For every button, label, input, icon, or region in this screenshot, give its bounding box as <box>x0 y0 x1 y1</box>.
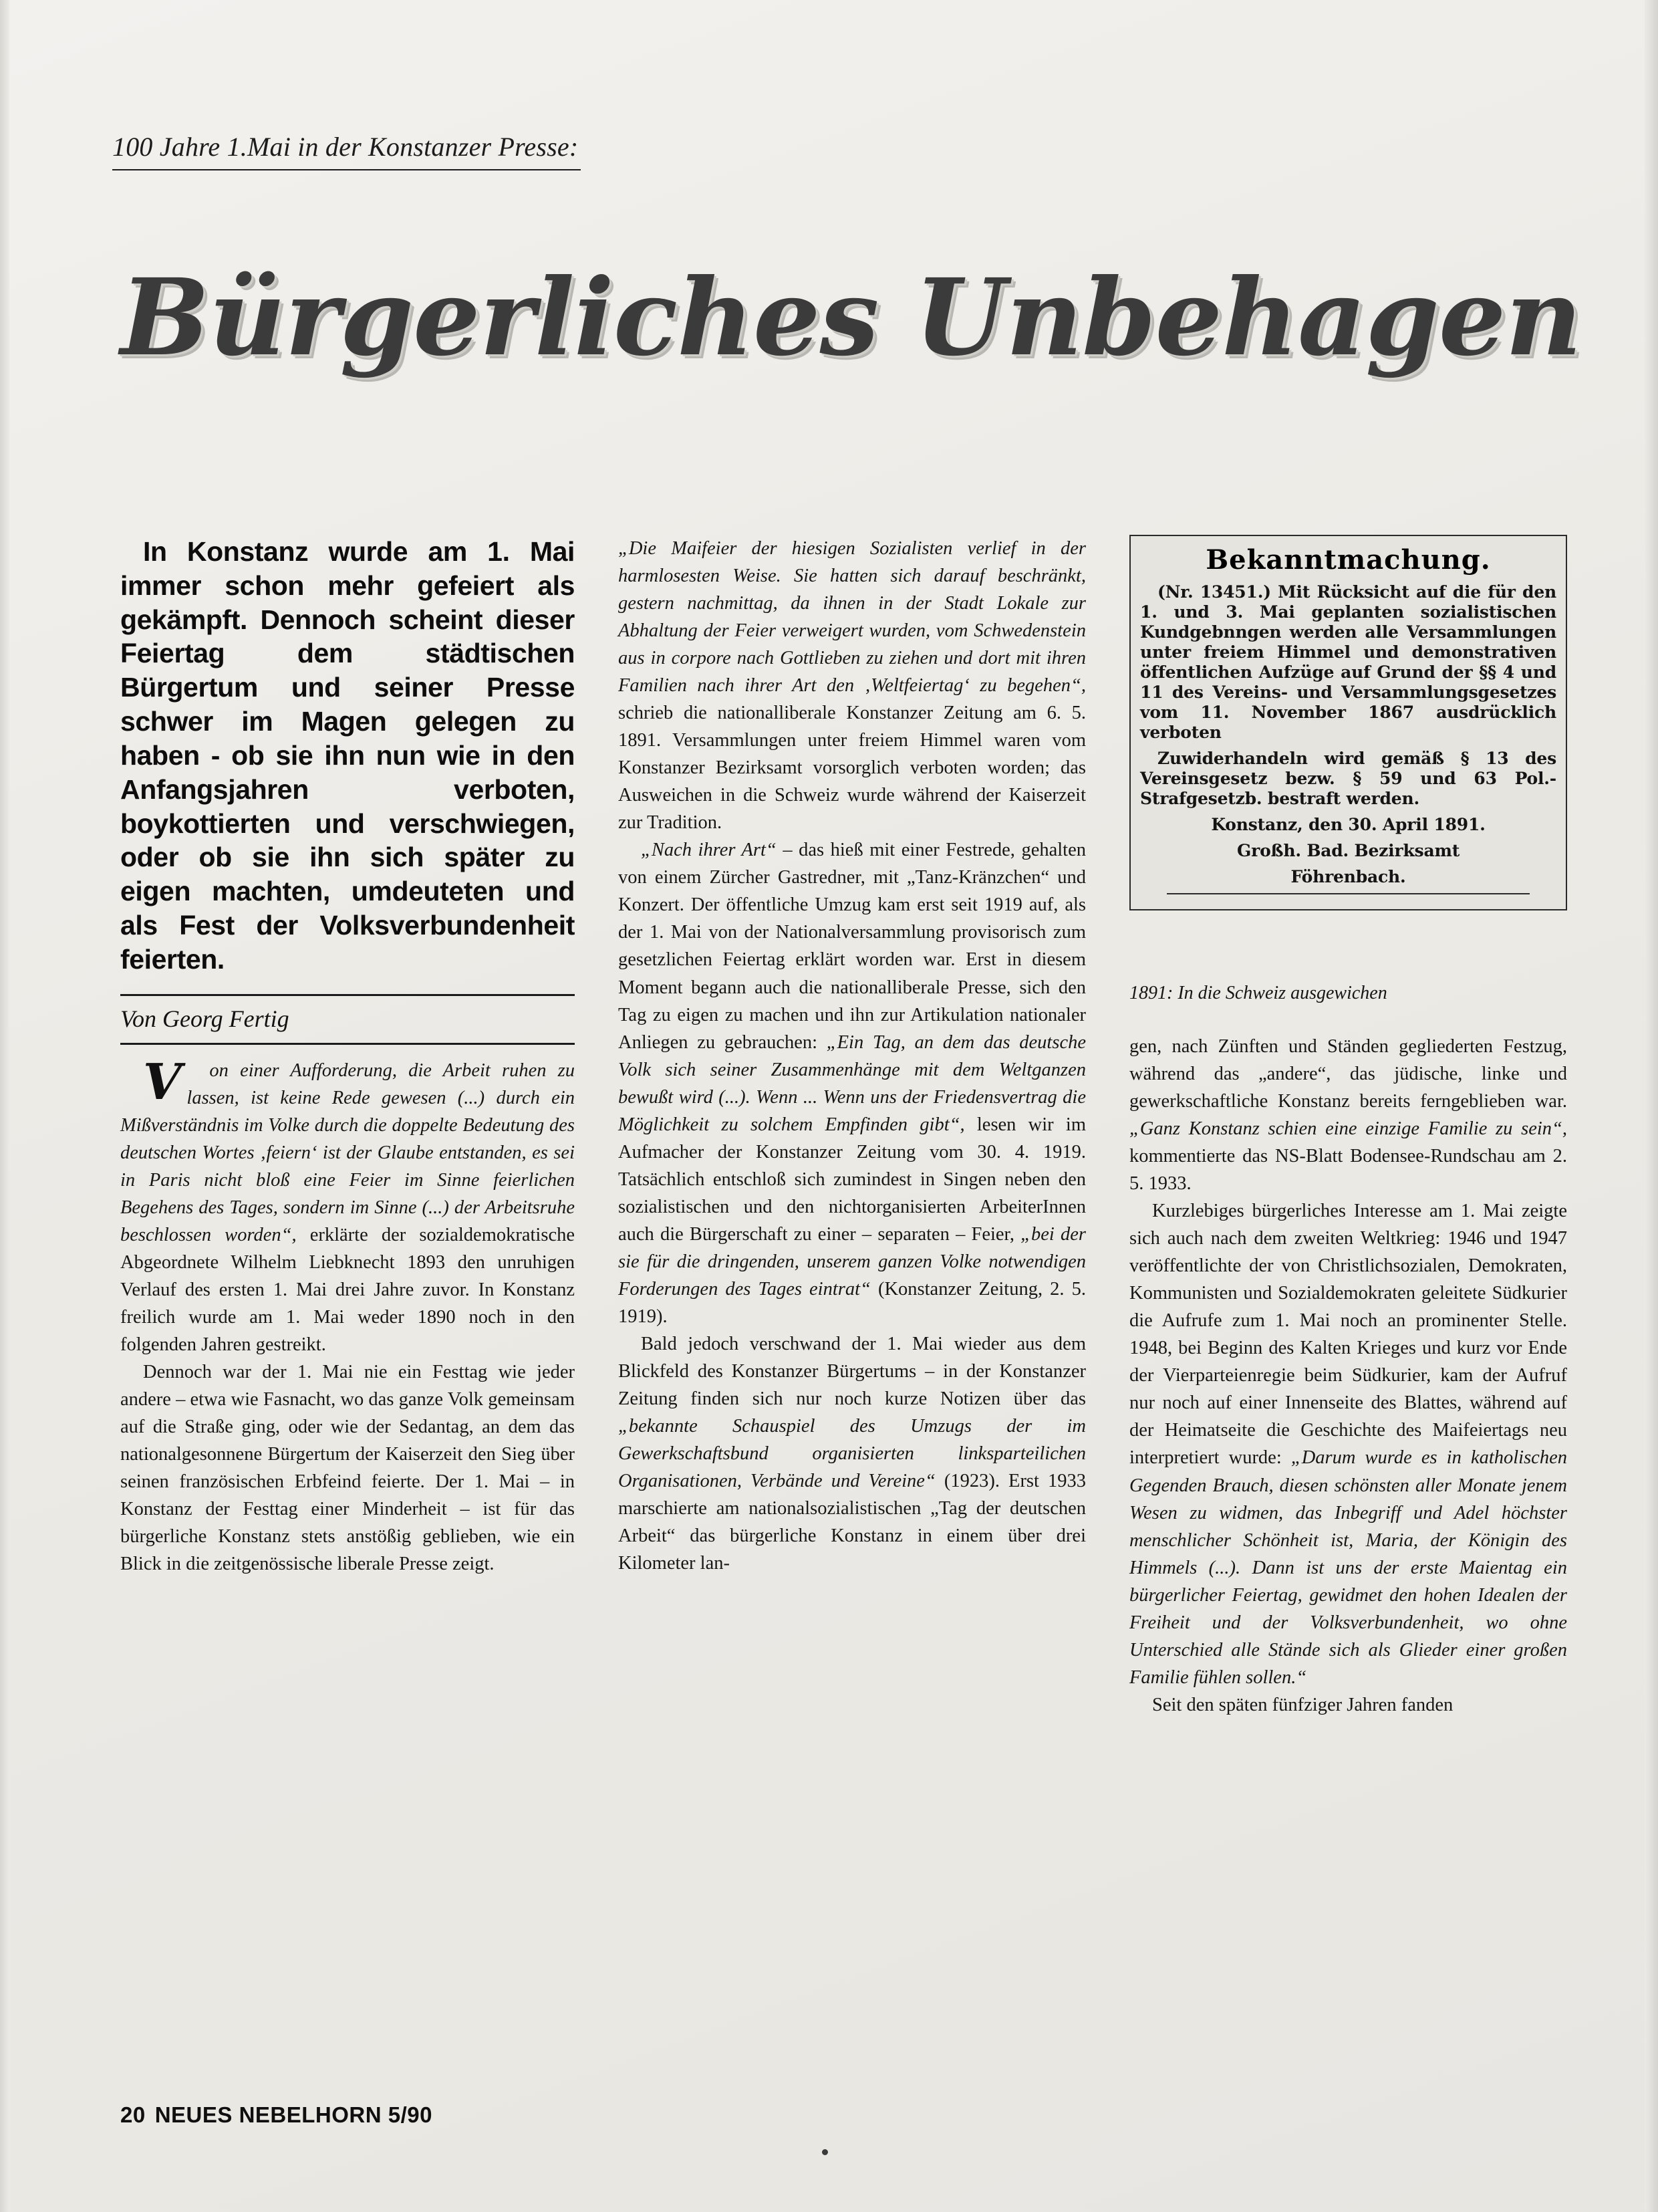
article-column-3 <box>1129 1033 1567 1719</box>
drop-cap: V <box>143 1053 182 1111</box>
footer-dot-mark <box>822 2149 828 2155</box>
page-footer <box>120 2102 432 2128</box>
facsimile-rule <box>1167 893 1530 894</box>
article-headline: Bürgerliches Unbehagen <box>120 256 1582 380</box>
paragraph-6-tail: kommentierte das NS-Blatt Bodensee-Rundschau am 2. 5. 1933. <box>1129 1146 1567 1195</box>
paragraph-4-quote: „Ein Tag, an dem das deutsche Volk sich seiner Zusammenhänge mit dem Weltganzen bewußt wird (...). Wenn ... Wenn uns der Friedensvertrag die Möglichkeit zu solchem Empfinden gibt“, <box>618 1031 1086 1135</box>
article-column-2 <box>618 535 1086 1577</box>
paragraph-6-quote: „Ganz Konstanz schien eine einzige Familie zu sein“, <box>1129 1118 1567 1140</box>
article-column-1 <box>120 535 575 1578</box>
article-kicker: 100 Jahre 1.Mai in der Konstanzer Presse: <box>112 131 581 170</box>
paragraph-1 <box>120 1053 575 1358</box>
article-lede: In Konstanz wurde am 1. Mai immer schon mehr gefeiert als gekämpft. Dennoch scheint dieser Feiertag dem städtischen Bürgertum und seiner Presse schwer im Magen gelegen zu haben - ob sie ihn nun wie in den Anfangsjahren verboten, boykottierten und verschwiegen, oder ob sie ihn sich später zu eigen machten, umdeuteten und als Fest der Volksverbundenheit feierten. <box>120 536 575 975</box>
paragraph-8: Seit den späten fünfziger Jahren fanden <box>1152 1694 1454 1715</box>
page-number: 20 <box>120 2102 146 2127</box>
paragraph-7 <box>1129 1197 1567 1691</box>
paragraph-4 <box>618 836 1086 1330</box>
paragraph-6-cont: gen, nach Zünften und Ständen gegliederten Festzug, während das „andere“, das jüdische, linke und gewerkschaftliche Konstanz bereits ferngeblieben war. <box>1129 1036 1567 1112</box>
facsimile-signature-authority: Großh. Bad. Bezirksamt <box>1236 841 1460 860</box>
paragraph-3-rest: schrieb die nationalliberale Konstanzer Zeitung am 6. 5. 1891. Versammlungen unter freiem Himmel waren vom Konstanzer Bezirksamt vorsorglich verboten worden; das Ausweichen in die Schweiz wurde während der Kaiserzeit zur Tradition. <box>618 703 1086 834</box>
paragraph-4-tail-2: (Konstanzer Zeitung, 2. 5. 1919). <box>618 1278 1086 1327</box>
paragraph-4-quote-2: „bei der sie für die dringenden, unserem ganzen Volke notwendigen Forderungen des Tages eintrat“ <box>618 1223 1086 1300</box>
facsimile-paragraph-1: (Nr. 13451.) Mit Rücksicht auf die für den 1. und 3. Mai geplanten sozialistischen Kundgebnngen werden alle Versammlungen unter freiem Himmel und demonstrativen öffentlichen Aufzüge auf Grund der §§ 4 und 11 des Vereins- und Versammlungsgesetzes vom 11. November 1867 ausdrücklich verboten <box>1140 582 1556 742</box>
facsimile-signature-name: Föhrenbach. <box>1290 867 1406 886</box>
paragraph-3 <box>618 535 1086 836</box>
paragraph-2: Dennoch war der 1. Mai nie ein Festtag wie jeder andere – etwa wie Fasnacht, wo das ganze Volk gemeinsam auf die Straße ging, oder wie der Sedantag, an dem das nationalgesonnene Bürgertum der Kaiserzeit den Sieg über seinen französischen Erbfeind feierte. Der 1. Mai – in Konstanz der Festtag einer Minderheit – ist für das bürgerliche Konstanz stets anstößig geblieben, wie ein Blick in die zeitgenössische liberale Presse zeigt. <box>120 1361 575 1575</box>
facsimile-title: Bekanntmachung. <box>1206 544 1491 576</box>
paragraph-7-body: Kurzlebiges bürgerliches Interesse am 1. Mai zeigte sich auch nach dem zweiten Weltkrieg: 1946 und 1947 veröffentlichte der von Christlichsozialen, Demokraten, Kommunisten und Sozialdemokraten geleitete Südkurier die Aufrufe zum 1. Mai noch an prominenter Stelle. 1948, bei Beginn des Kalten Krieges und kurz vor Ende der Vierparteienregie beim Südkurier, kam der Aufruf nur noch auf einer Innenseite des Blattes, während auf der Heimatseite die Geschichte des Maifeiertags neu interpretiert wurde: <box>1129 1201 1567 1469</box>
publication-name: NEUES NEBELHORN 5/90 <box>154 2102 432 2127</box>
article-byline: Von Georg Fertig <box>120 994 575 1045</box>
paragraph-4-lead: „Nach ihrer Art“ <box>641 840 777 861</box>
paragraph-6 <box>1129 1033 1567 1197</box>
paragraph-4-tail: lesen wir im Aufmacher der Konstanzer Zeitung vom 30. 4. 1919. Tatsächlich entschloß sich zumindest in Singen neben den sozialistischen und den nichtorganisierten ArbeiterInnen auch die Bürgerschaft zu einer – separaten – Feier, <box>618 1114 1086 1245</box>
paragraph-3-quote: „Die Maifeier der hiesigen Sozialisten verlief in der harmlosesten Weise. Sie hatten sich darauf beschränkt, gestern nachmittag, da ihnen in der Stadt Lokale zur Abhaltung der Feier verweigert wurden, vom Schwedenstein aus in corpore nach Gottlieben zu ziehen und dort mit ihren Familien nach ihrer Art den ‚Weltfeiertag‘ zu begehen“, <box>618 538 1086 697</box>
page-edge-left <box>0 0 9 2212</box>
facsimile-dateline: Konstanz, den 30. April 1891. <box>1211 815 1486 834</box>
paragraph-4-rest: – das hieß mit einer Festrede, gehalten von einem Zürcher Gastredner, mit „Tanz-Kränzchen“ und Konzert. Der öffentliche Umzug kam erst seit 1919 auf, als der 1. Mai von der Nationalversammlung provisorisch zum gesetzlichen Feiertag erklärt worden war. Erst in diesem Moment begann auch die nationalliberale Presse, sich den Tag zu eigen zu machen und ihn zur Artikulation nationaler Anliegen zu gebrauchen: <box>618 840 1086 1053</box>
paragraph-5-tail: (1923). Erst 1933 marschierte am nationalsozialistischen „Tag der deutschen Arbeit“ das bürgerliche Konstanz in einem über drei Kilometer lan- <box>618 1471 1086 1574</box>
facsimile-body <box>1140 582 1556 887</box>
newspaper-facsimile <box>1129 535 1567 910</box>
page-edge-right <box>1645 0 1658 2212</box>
paragraph-5 <box>618 1330 1086 1577</box>
paragraph-7-quote: „Darum wurde es in katholischen Gegenden Brauch, diesen schönsten aller Monate jenem Wesen zu widmen, das Inbegriff und Adel höchster menschlicher Schönheit ist, Maria, der Königin des Himmels (...). Dann ist uns der erste Maientag ein bürgerlicher Feiertag, gewidmet den hohen Idealen der Freiheit und der Volksverbundenheit, wo ohne Unterschied alle Stände sich als Glieder einer großen Familie fühlen sollen.“ <box>1129 1447 1567 1688</box>
facsimile-caption: 1891: In die Schweiz ausgewichen <box>1129 983 1387 1003</box>
paragraph-5-quote: „bekannte Schauspiel des Umzugs der im Gewerkschaftsbund organisierten linksparteilichen Organisationen, Verbände und Vereine“ <box>618 1416 1086 1492</box>
facsimile-paragraph-2: Zuwiderhandeln wird gemäß § 13 des Vereinsgesetz bezw. § 59 und 63 Pol.-Strafgesetzb. bestraft werden. <box>1140 749 1556 808</box>
paragraph-5-start: Bald jedoch verschwand der 1. Mai wieder aus dem Blickfeld des Konstanzer Bürgertums – in der Konstanzer Zeitung finden sich nur noch kurze Notizen über das <box>618 1333 1086 1409</box>
paragraph-1-rest: erklärte der sozialdemokratische Abgeordnete Wilhelm Liebknecht 1893 den unruhigen Verlauf des ersten 1. Mai drei Jahre zuvor. In Konstanz freilich wurde am 1. Mai weder 1890 noch in den folgenden Jahren gestreikt. <box>120 1224 575 1355</box>
paragraph-1-quote: on einer Aufforderung, die Arbeit ruhen zu lassen, ist keine Rede gewesen (...) durch ein Mißverständnis im Volke durch die doppelte Bedeutung des deutschen Wortes ‚feiern‘ ist der Glaube entstanden, es sei in Paris nicht bloß eine Feier im Sinne feierlichen Begehens des Tages, sondern im Sinne (...) der Arbeitsruhe beschlossen worden“, <box>120 1060 575 1245</box>
